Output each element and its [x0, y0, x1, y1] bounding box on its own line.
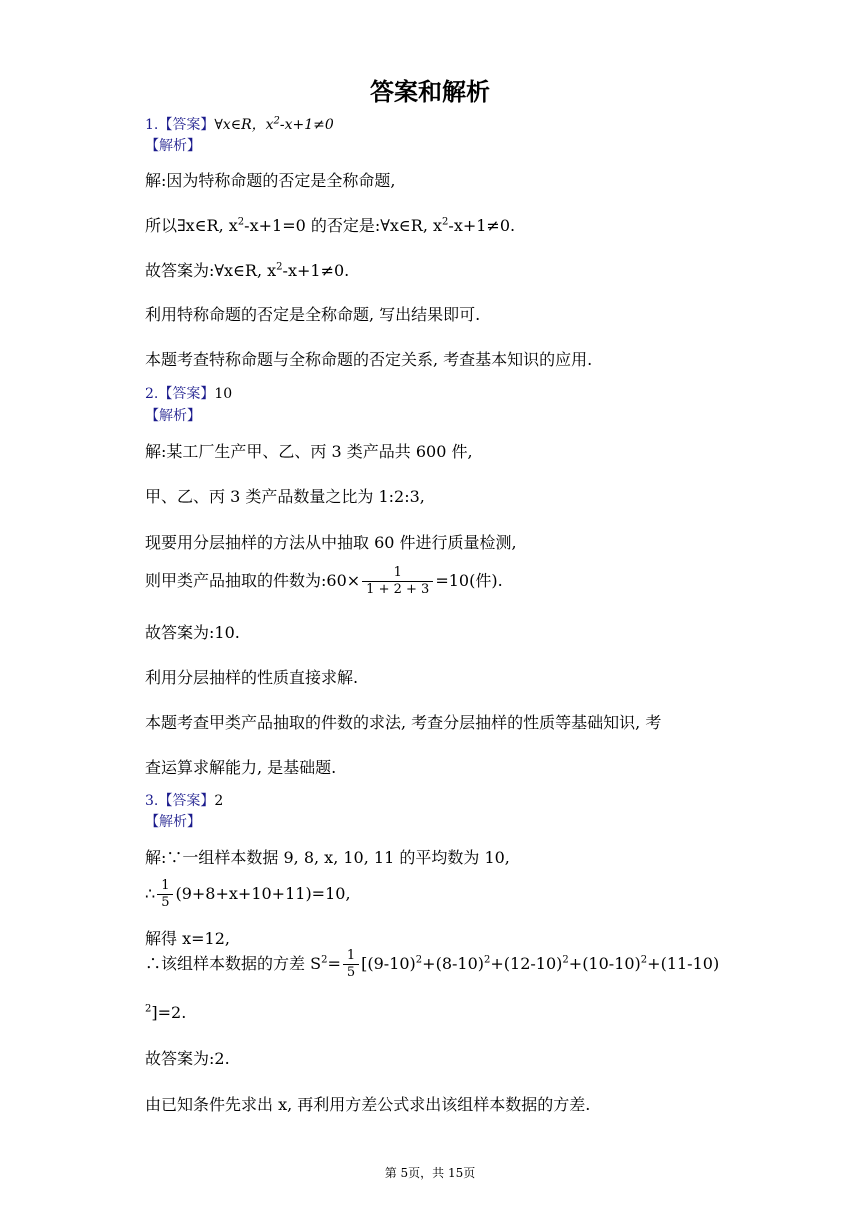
q2-analysis-tag: 【解析】 — [145, 408, 201, 424]
q3-line-2: ∴ $\frac{1}{5}$ (9+8+x+10+11)=10, — [145, 878, 351, 910]
q1-analysis-tag: 【解析】 — [145, 138, 201, 154]
q1-line-1: 解:因为特称命题的否定是全称命题, — [145, 171, 396, 190]
q3-answer-header: 3.【答案】2 — [145, 793, 224, 809]
q3-line-3: 解得 x=12, — [145, 929, 230, 948]
q3-line-6: 故答案为:2. — [145, 1049, 230, 1068]
q2-answer: 10 — [214, 386, 233, 402]
page-title: 答案和解析 — [370, 78, 490, 106]
q3-answer: 2 — [214, 793, 224, 809]
q1-answer: ∀x∈R，$x^2-x+1\ne 0$ — [214, 115, 334, 133]
q2-line-3: 现要用分层抽样的方法从中抽取 60 件进行质量检测, — [145, 533, 517, 552]
q1-line-4: 利用特称命题的否定是全称命题, 写出结果即可. — [145, 305, 481, 324]
q1-line-5: 本题考查特称命题与全称命题的否定关系, 考查基本知识的应用. — [145, 350, 593, 369]
q2-answer-header: 2.【答案】10 — [145, 386, 233, 402]
q1-answer-header: 1.【答案】∀x∈R，$x^2-x+1\ne 0$ — [145, 115, 334, 133]
q3-line-7: 由已知条件先求出 x, 再利用方差公式求出该组样本数据的方差. — [145, 1095, 591, 1114]
q2-line-4: 则甲类产品抽取的件数为:60× $\frac{1}{1 + 2 + 3}$ =10(件). — [145, 565, 503, 597]
q3-fraction-a: $\frac{1}{5}$ — [157, 878, 173, 911]
q2-line-1: 解:某工厂生产甲、乙、丙 3 类产品共 600 件, — [145, 442, 473, 461]
q1-line-3: 故答案为:∀x∈R, $x^2-x+1\ne 0$. — [145, 261, 350, 280]
q3-fraction-b: $\frac{1}{5}$ — [343, 948, 359, 981]
q3-analysis-tag: 【解析】 — [145, 814, 201, 830]
q2-fraction: $\frac{1}{1 + 2 + 3}$ — [362, 565, 433, 598]
q3-line-1: 解:∵一组样本数据 9, 8, x, 10, 11 的平均数为 10, — [145, 848, 510, 867]
q2-line-6: 利用分层抽样的性质直接求解. — [145, 668, 359, 687]
q3-line-4: ∴该组样本数据的方差 $S^2=$ $\frac{1}{5}$ [$(9-10)^2+(8-10)^2+(12-10)^2+(10-10)^2+(11-10)$ — [145, 948, 720, 980]
q3-line-5: $^2$]=2. — [145, 1003, 187, 1022]
q2-line-5: 故答案为:10. — [145, 623, 240, 642]
page-footer: 第 5页，共 15页 — [384, 1166, 476, 1180]
q2-line-7: 本题考查甲类产品抽取的件数的求法, 考查分层抽样的性质等基础知识, 考 — [145, 713, 662, 732]
q1-line-2: 所以∃x∈R, $x^2-x+1=0$ 的否定是:∀x∈R, $x^2-x+1\ne 0$. — [145, 216, 516, 235]
q2-line-2: 甲、乙、丙 3 类产品数量之比为 1:2:3, — [145, 487, 425, 506]
q2-line-8: 查运算求解能力, 是基础题. — [145, 758, 337, 777]
